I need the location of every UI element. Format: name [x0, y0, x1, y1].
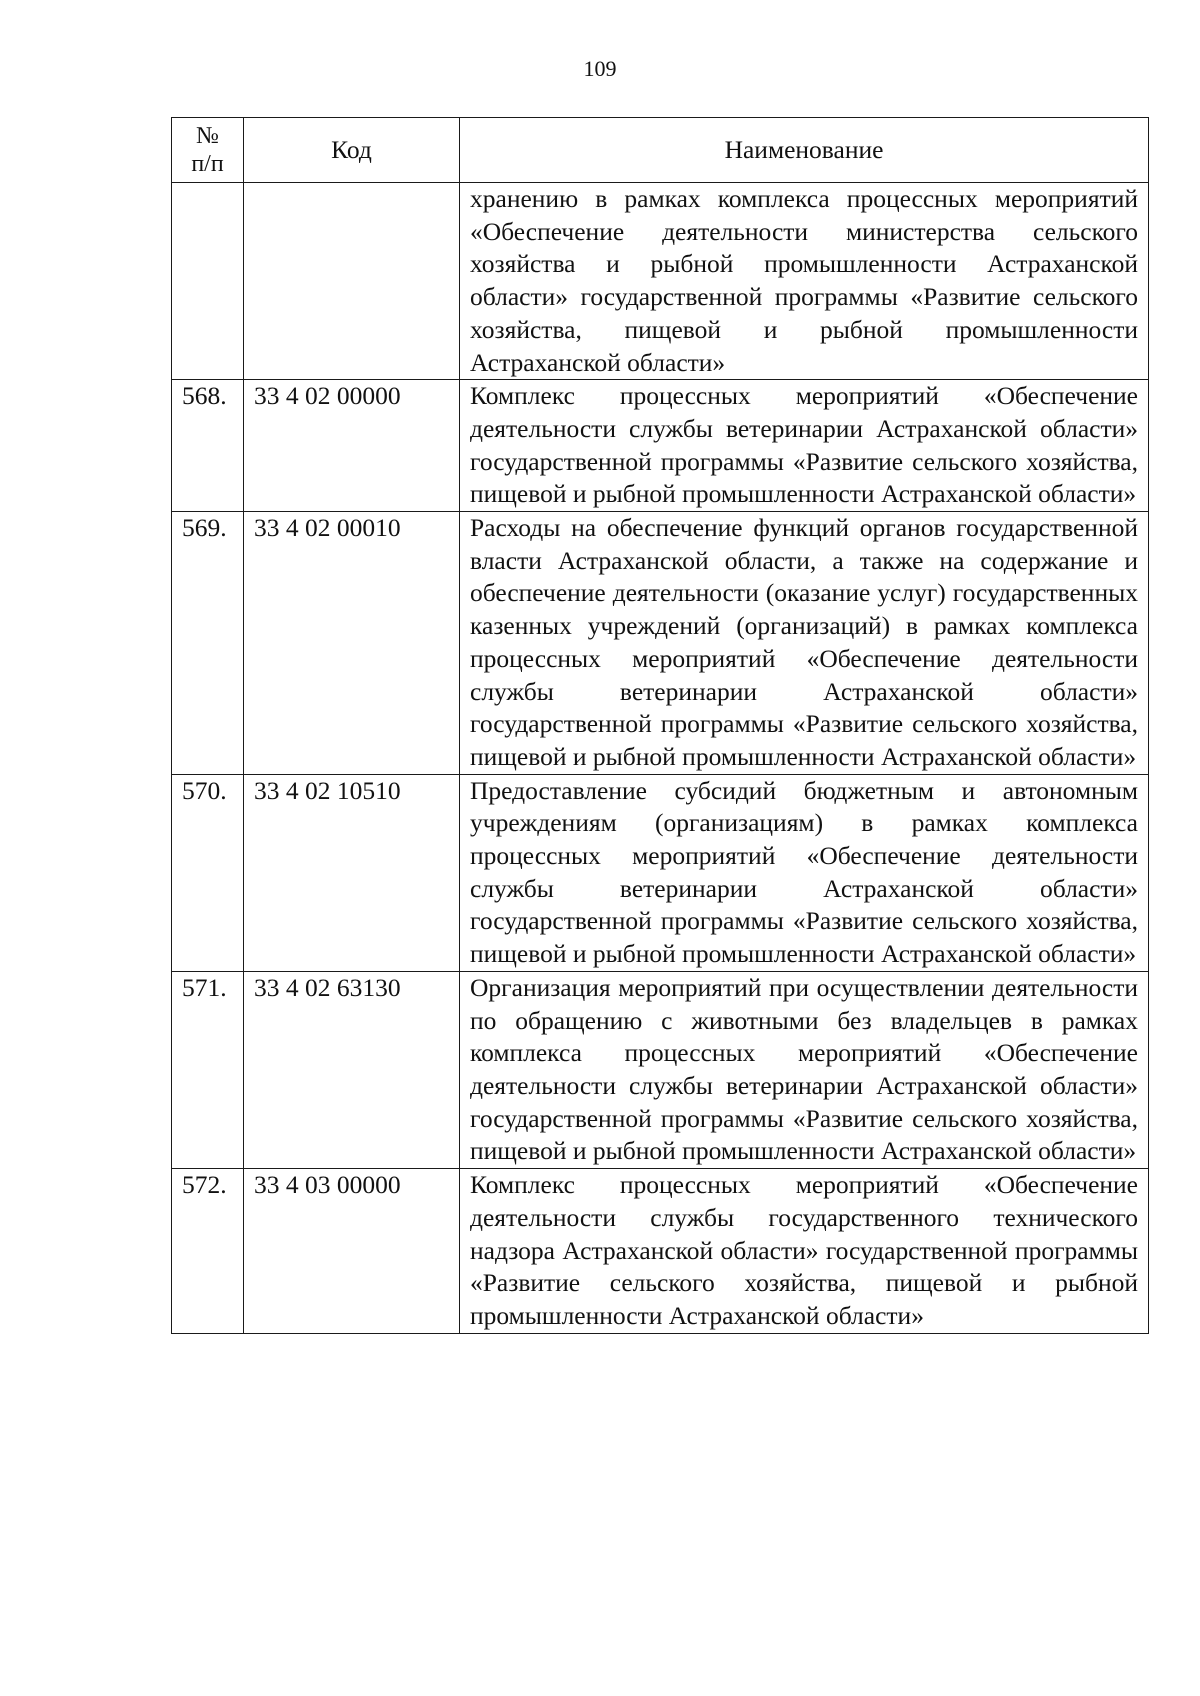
table-row — [172, 774, 1149, 971]
table-row — [172, 380, 1149, 512]
row-name: Комплекс процессных мероприятий «Обеспечение деятельности службы ветеринарии Астраханской области» государственной программы «Развитие сельского хозяйства, пищевой и рыбной промышленности Астраханской области» — [460, 380, 1149, 512]
column-header-number — [172, 118, 244, 183]
column-header-number-abbr: п/п — [191, 151, 224, 177]
row-code — [244, 183, 460, 380]
column-header-number-symbol: № — [196, 123, 219, 149]
row-name: Комплекс процессных мероприятий «Обеспечение деятельности службы государственного технического надзора Астраханской области» государственной программы «Развитие сельского хозяйства, пищевой и рыбной промышленности Астраханской области» — [460, 1169, 1149, 1334]
column-header-name: Наименование — [460, 118, 1149, 183]
row-number: 571. — [172, 971, 244, 1168]
row-name: Предоставление субсидий бюджетным и автономным учреждениям (организациям) в рамках комплекса процессных мероприятий «Обеспечение деятельности службы ветеринарии Астраханской области» государственной программы «Развитие сельского хозяйства, пищевой и рыбной промышленности Астраханской области» — [460, 774, 1149, 971]
row-code: 33 4 02 63130 — [244, 971, 460, 1168]
table-header-row — [172, 118, 1149, 183]
row-name: Организация мероприятий при осуществлении деятельности по обращению с животными без владельцев в рамках комплекса процессных мероприятий «Обеспечение деятельности службы ветеринарии Астраханской области» государственной программы «Развитие сельского хозяйства, пищевой и рыбной промышленности Астраханской области» — [460, 971, 1149, 1168]
table-row — [172, 1169, 1149, 1334]
row-code: 33 4 02 00000 — [244, 380, 460, 512]
row-number: 572. — [172, 1169, 244, 1334]
column-header-code: Код — [244, 118, 460, 183]
row-number: 569. — [172, 512, 244, 775]
classification-table — [171, 117, 1149, 1334]
table-row — [172, 183, 1149, 380]
table-row — [172, 971, 1149, 1168]
row-number — [172, 183, 244, 380]
row-name: Расходы на обеспечение функций органов государственной власти Астраханской области, а также на содержание и обеспечение деятельности (оказание услуг) государственных казенных учреждений (организаций) в рамках комплекса процессных мероприятий «Обеспечение деятельности службы ветеринарии Астраханской области» государственной программы «Развитие сельского хозяйства, пищевой и рыбной промышленности Астраханской области» — [460, 512, 1149, 775]
row-code: 33 4 03 00000 — [244, 1169, 460, 1334]
row-number: 570. — [172, 774, 244, 971]
row-code: 33 4 02 10510 — [244, 774, 460, 971]
row-code: 33 4 02 00010 — [244, 512, 460, 775]
row-number: 568. — [172, 380, 244, 512]
row-name: хранению в рамках комплекса процессных мероприятий «Обеспечение деятельности министерства сельского хозяйства и рыбной промышленности Астраханской области» государственной программы «Развитие сельского хозяйства, пищевой и рыбной промышленности Астраханской области» — [460, 183, 1149, 380]
page-number: 109 — [583, 56, 617, 81]
table-row — [172, 512, 1149, 775]
